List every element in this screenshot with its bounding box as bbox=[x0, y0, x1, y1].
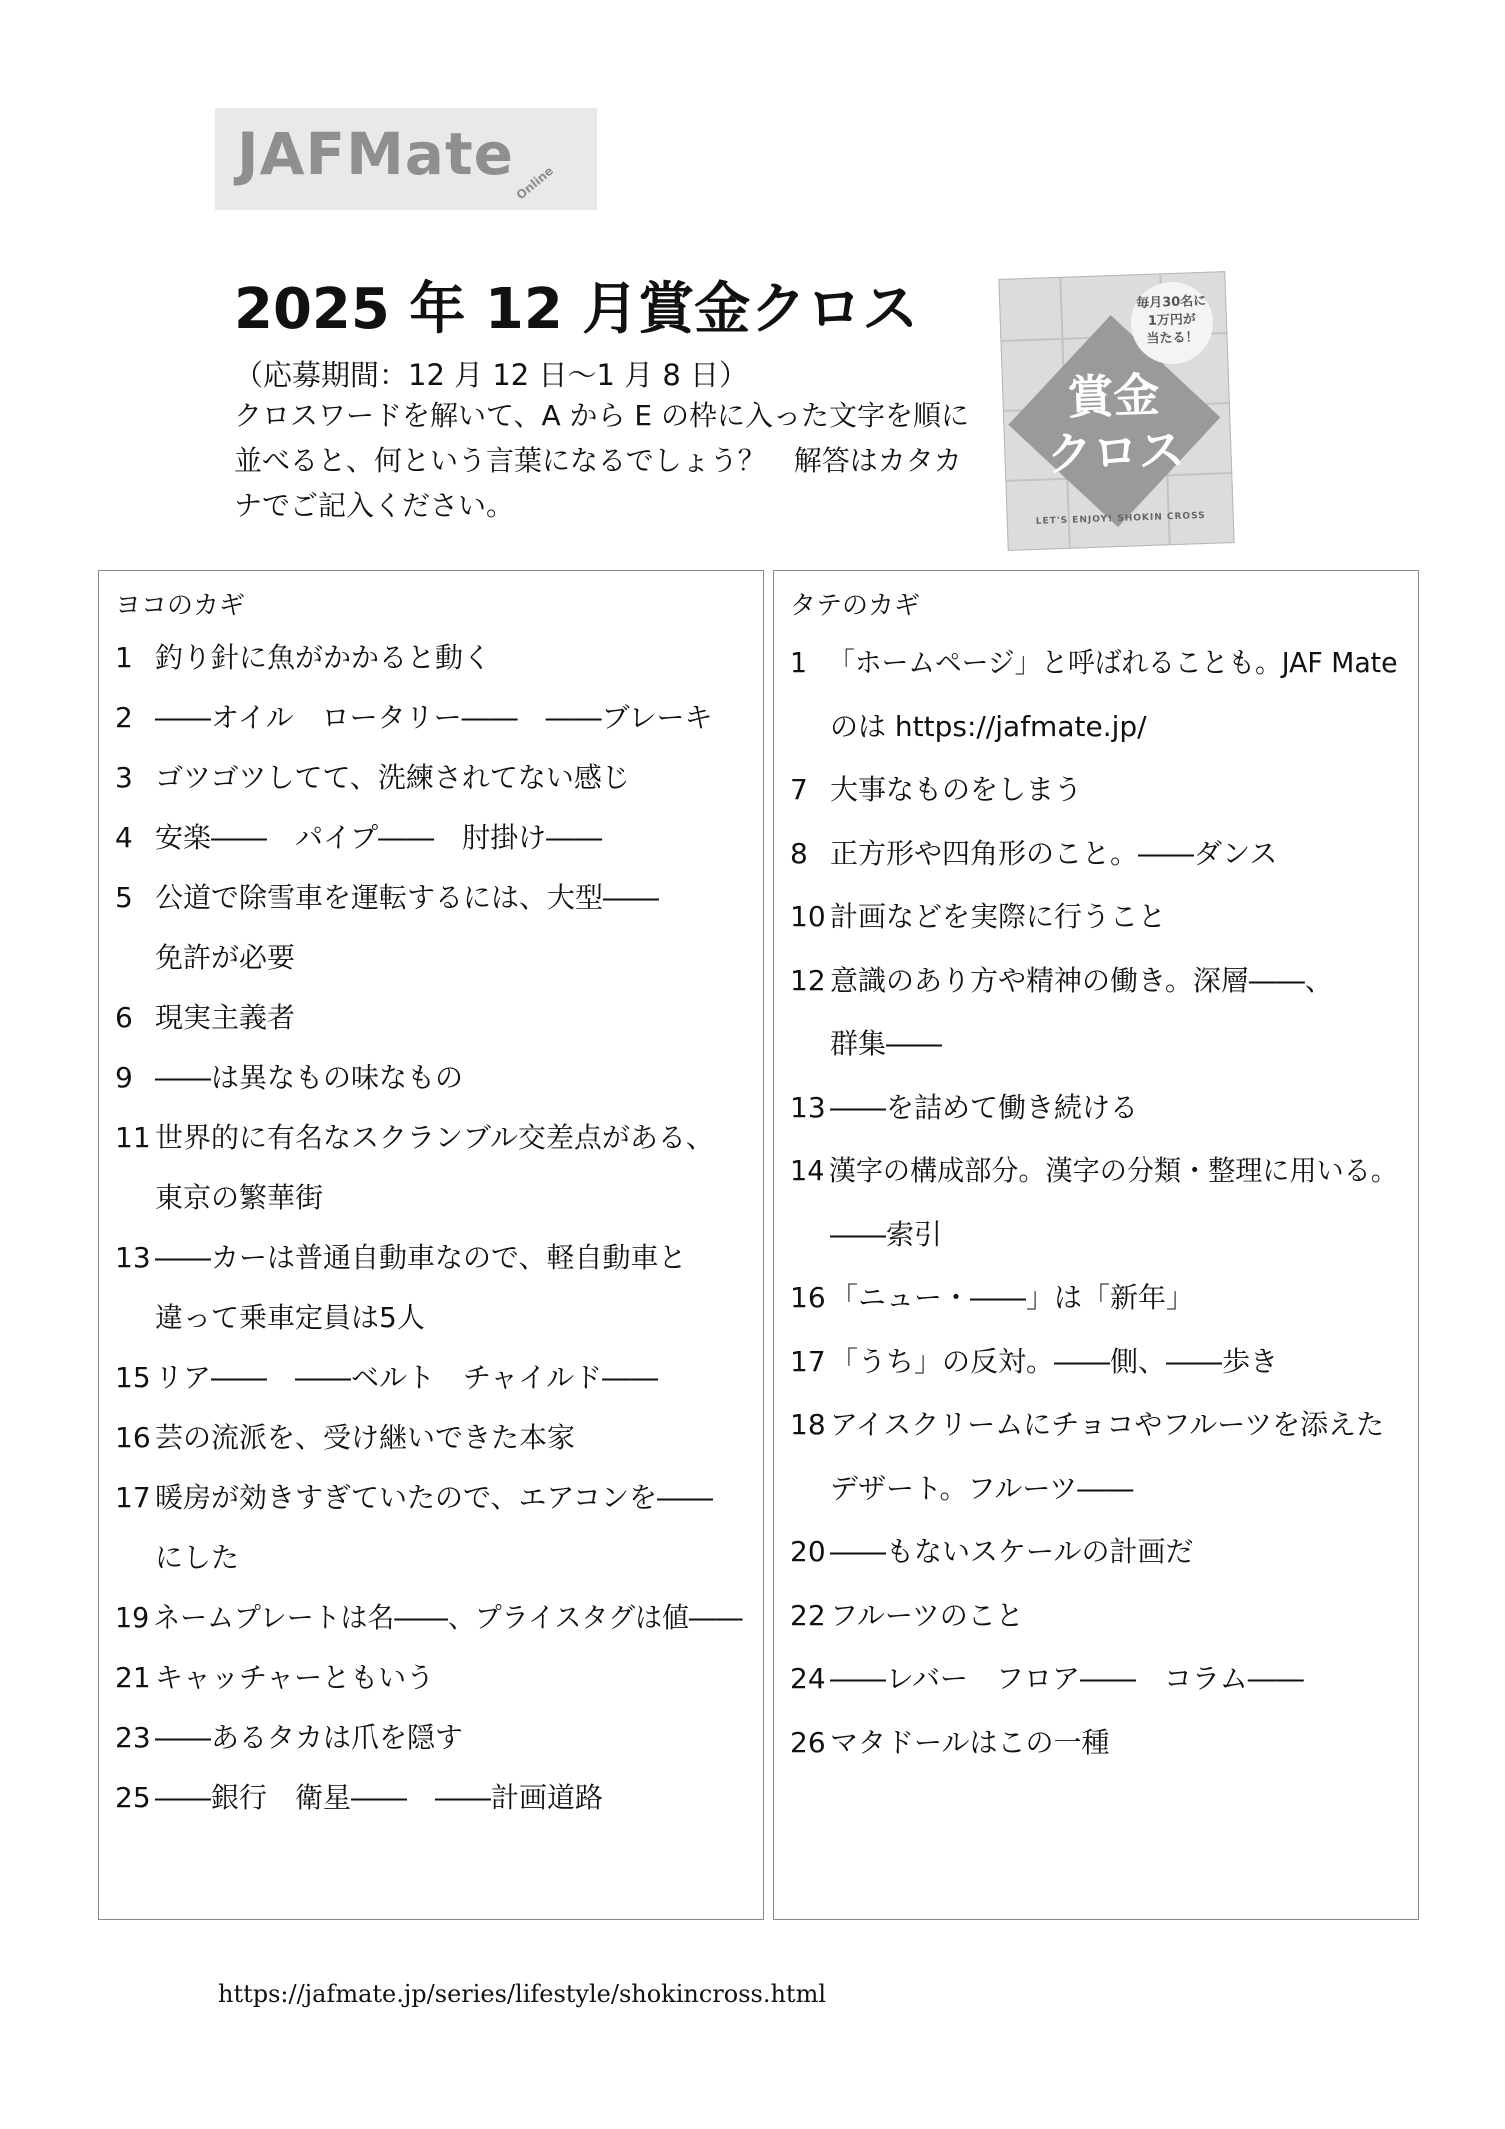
yoko-clue-6 bbox=[115, 996, 295, 1036]
clue-number: 26 bbox=[790, 1725, 826, 1759]
clue-number: 6 bbox=[115, 1001, 133, 1034]
clue-number: 9 bbox=[115, 1061, 133, 1094]
page-title: 2025 年 12 月賞金クロス bbox=[234, 277, 919, 342]
clue-text: ――銀行 衛星―― ――計画道路 bbox=[155, 1781, 604, 1814]
clue-text: 芸の流派を、受け継いできた本家 bbox=[155, 1421, 576, 1454]
clue-text: 意識のあり方や精神の働き。深層――、 bbox=[830, 963, 1333, 997]
yoko-clue-11 bbox=[115, 1116, 714, 1156]
clue-text: 「ホームページ」と呼ばれることも。JAF Mate bbox=[828, 646, 1398, 679]
cover-footer-text: LET'S ENJOY! SHOKIN CROSS bbox=[1035, 510, 1206, 527]
clue-number: 17 bbox=[790, 1344, 826, 1378]
yoko-clue-9 bbox=[115, 1056, 463, 1096]
clue-number: 2 bbox=[115, 701, 133, 734]
clue-number: 17 bbox=[115, 1481, 151, 1514]
clue-number: 14 bbox=[790, 1154, 825, 1187]
logo-sub-text: Online bbox=[513, 163, 557, 203]
clue-text-continued: のは https://jafmate.jp/ bbox=[830, 709, 1147, 743]
clue-text: 現実主義者 bbox=[155, 1001, 296, 1034]
yoko-clue-17 bbox=[115, 1476, 713, 1516]
tate-clue-17 bbox=[790, 1340, 1278, 1380]
tate-clues-panel bbox=[773, 570, 1419, 1920]
clue-text-continued: 群集―― bbox=[830, 1027, 943, 1060]
clue-text: ネームプレートは名――、プライスタグは値―― bbox=[153, 1601, 743, 1634]
clue-text: 安楽―― パイプ―― 肘掛け―― bbox=[155, 821, 603, 854]
tate-clue-8 bbox=[790, 832, 1277, 872]
clue-number: 19 bbox=[115, 1601, 150, 1634]
clue-number: 5 bbox=[115, 881, 133, 914]
entry-period: （応募期間：12 月 12 日～1 月 8 日） bbox=[234, 358, 749, 392]
clue-number: 16 bbox=[115, 1421, 151, 1454]
clue-number: 23 bbox=[115, 1721, 151, 1754]
tate-clue-20 bbox=[790, 1530, 1193, 1570]
cover-title-line2: クロス bbox=[1045, 422, 1186, 482]
shokin-cross-cover-image bbox=[998, 271, 1234, 551]
cover-title bbox=[1023, 365, 1207, 483]
clue-number: 25 bbox=[115, 1781, 151, 1814]
clue-text: ――あるタカは爪を隠す bbox=[155, 1721, 464, 1754]
clue-number: 20 bbox=[790, 1535, 826, 1568]
clue-text: 正方形や四角形のこと。――ダンス bbox=[830, 836, 1278, 870]
clue-text: 暖房が効きすぎていたので、エアコンを―― bbox=[155, 1481, 714, 1514]
cover-badge-text: 毎月30名に 1万円が 当たる！ bbox=[1135, 293, 1207, 347]
clue-text: 大事なものをしまう bbox=[830, 773, 1083, 806]
yoko-clues-panel bbox=[98, 570, 764, 1920]
clue-number: 12 bbox=[790, 963, 826, 997]
clue-text: フルーツのこと bbox=[830, 1598, 1024, 1632]
clue-text: 世界的に有名なスクランブル交差点がある、 bbox=[155, 1121, 714, 1154]
clue-number: 22 bbox=[790, 1598, 826, 1632]
clue-text: キャッチャーともいう bbox=[155, 1661, 435, 1694]
clue-text: 公道で除雪車を運転するには、大型―― bbox=[155, 881, 660, 914]
clue-text: ――は異なもの味なもの bbox=[155, 1061, 464, 1094]
clue-text: ――カーは普通自動車なので、軽自動車と bbox=[155, 1241, 687, 1274]
clue-text: マタドールはこの一種 bbox=[830, 1725, 1110, 1759]
tate-clue-13 bbox=[790, 1086, 1138, 1126]
clue-text: ――オイル ロータリー―― ――ブレーキ bbox=[155, 701, 713, 734]
clue-number: 3 bbox=[115, 761, 133, 794]
yoko-clue-5 bbox=[115, 876, 659, 916]
tate-clue-16 bbox=[790, 1276, 1194, 1316]
clue-text: 計画などを実際に行うこと bbox=[830, 900, 1167, 933]
cover-title-line1: 賞金 bbox=[1066, 367, 1161, 425]
tate-clue-1 bbox=[790, 641, 1398, 681]
clue-number: 11 bbox=[115, 1121, 151, 1154]
clue-number: 21 bbox=[115, 1661, 151, 1694]
jafmate-logo bbox=[215, 108, 597, 210]
yoko-clue-13 bbox=[115, 1236, 686, 1276]
tate-clue-18 bbox=[790, 1403, 1384, 1443]
yoko-clue-21 bbox=[115, 1656, 434, 1696]
tate-clue-10 bbox=[790, 895, 1166, 935]
clue-text: ――もないスケールの計画だ bbox=[830, 1535, 1194, 1568]
yoko-clue-19 bbox=[115, 1596, 743, 1636]
clue-text: ゴツゴツしてて、洗練されてない感じ bbox=[155, 761, 630, 794]
clue-number: 8 bbox=[790, 836, 808, 870]
clue-text: 漢字の構成部分。漢字の分類・整理に用いる。 bbox=[828, 1154, 1398, 1187]
clue-text: ――レバー フロア―― コラム―― bbox=[830, 1662, 1304, 1695]
yoko-clue-4 bbox=[115, 816, 602, 856]
clue-number: 13 bbox=[790, 1090, 826, 1124]
yoko-clue-15 bbox=[115, 1356, 658, 1396]
tate-heading: タテのカギ bbox=[790, 591, 921, 621]
clue-text-continued: 東京の繁華街 bbox=[155, 1181, 324, 1214]
clue-text: ――を詰めて働き続ける bbox=[830, 1090, 1139, 1124]
clue-text-continued: デザート。フルーツ―― bbox=[830, 1471, 1134, 1505]
clue-text-continued: 違って乗車定員は5人 bbox=[155, 1301, 425, 1334]
tate-clue-12 bbox=[790, 959, 1333, 999]
yoko-clue-3 bbox=[115, 756, 630, 796]
clue-text-continued: 免許が必要 bbox=[155, 941, 296, 974]
tate-clue-24 bbox=[790, 1657, 1304, 1697]
clue-text: リア―― ――ベルト チャイルド―― bbox=[155, 1361, 659, 1394]
tate-clue-14 bbox=[790, 1149, 1398, 1189]
logo-main-text: JAFMate bbox=[237, 120, 515, 188]
clue-text-continued: ――索引 bbox=[830, 1217, 943, 1251]
clue-number: 1 bbox=[115, 641, 133, 674]
clue-text: 「うち」の反対。――側、――歩き bbox=[830, 1344, 1279, 1378]
tate-clue-22 bbox=[790, 1594, 1024, 1634]
yoko-heading: ヨコのカギ bbox=[115, 591, 246, 621]
clue-text: 釣り針に魚がかかると動く bbox=[155, 641, 492, 674]
intro-text: クロスワードを解いて、A から E の枠に入った文字を順に並べると、何という言葉になるでしょう？ 解答はカタカナでご記入ください。 bbox=[234, 399, 969, 522]
yoko-clue-1 bbox=[115, 636, 491, 676]
clue-text-continued: にした bbox=[155, 1541, 240, 1574]
clue-text: アイスクリームにチョコやフルーツを添えた bbox=[830, 1408, 1385, 1441]
clue-number: 13 bbox=[115, 1241, 151, 1274]
source-url: https://jafmate.jp/series/lifestyle/shokincross.html bbox=[218, 1980, 827, 2008]
yoko-clue-23 bbox=[115, 1716, 463, 1756]
clue-number: 1 bbox=[790, 646, 808, 679]
tate-clue-26 bbox=[790, 1721, 1109, 1761]
yoko-clue-16 bbox=[115, 1416, 575, 1456]
clue-number: 18 bbox=[790, 1408, 826, 1441]
clue-text: 「ニュー・――」は「新年」 bbox=[830, 1281, 1195, 1314]
yoko-clue-25 bbox=[115, 1776, 603, 1816]
clue-number: 15 bbox=[115, 1361, 151, 1394]
clue-number: 7 bbox=[790, 773, 808, 806]
clue-number: 10 bbox=[790, 900, 826, 933]
clue-number: 24 bbox=[790, 1662, 826, 1695]
clue-number: 4 bbox=[115, 821, 133, 854]
yoko-clue-2 bbox=[115, 696, 712, 736]
clue-number: 16 bbox=[790, 1281, 826, 1314]
tate-clue-7 bbox=[790, 768, 1082, 808]
